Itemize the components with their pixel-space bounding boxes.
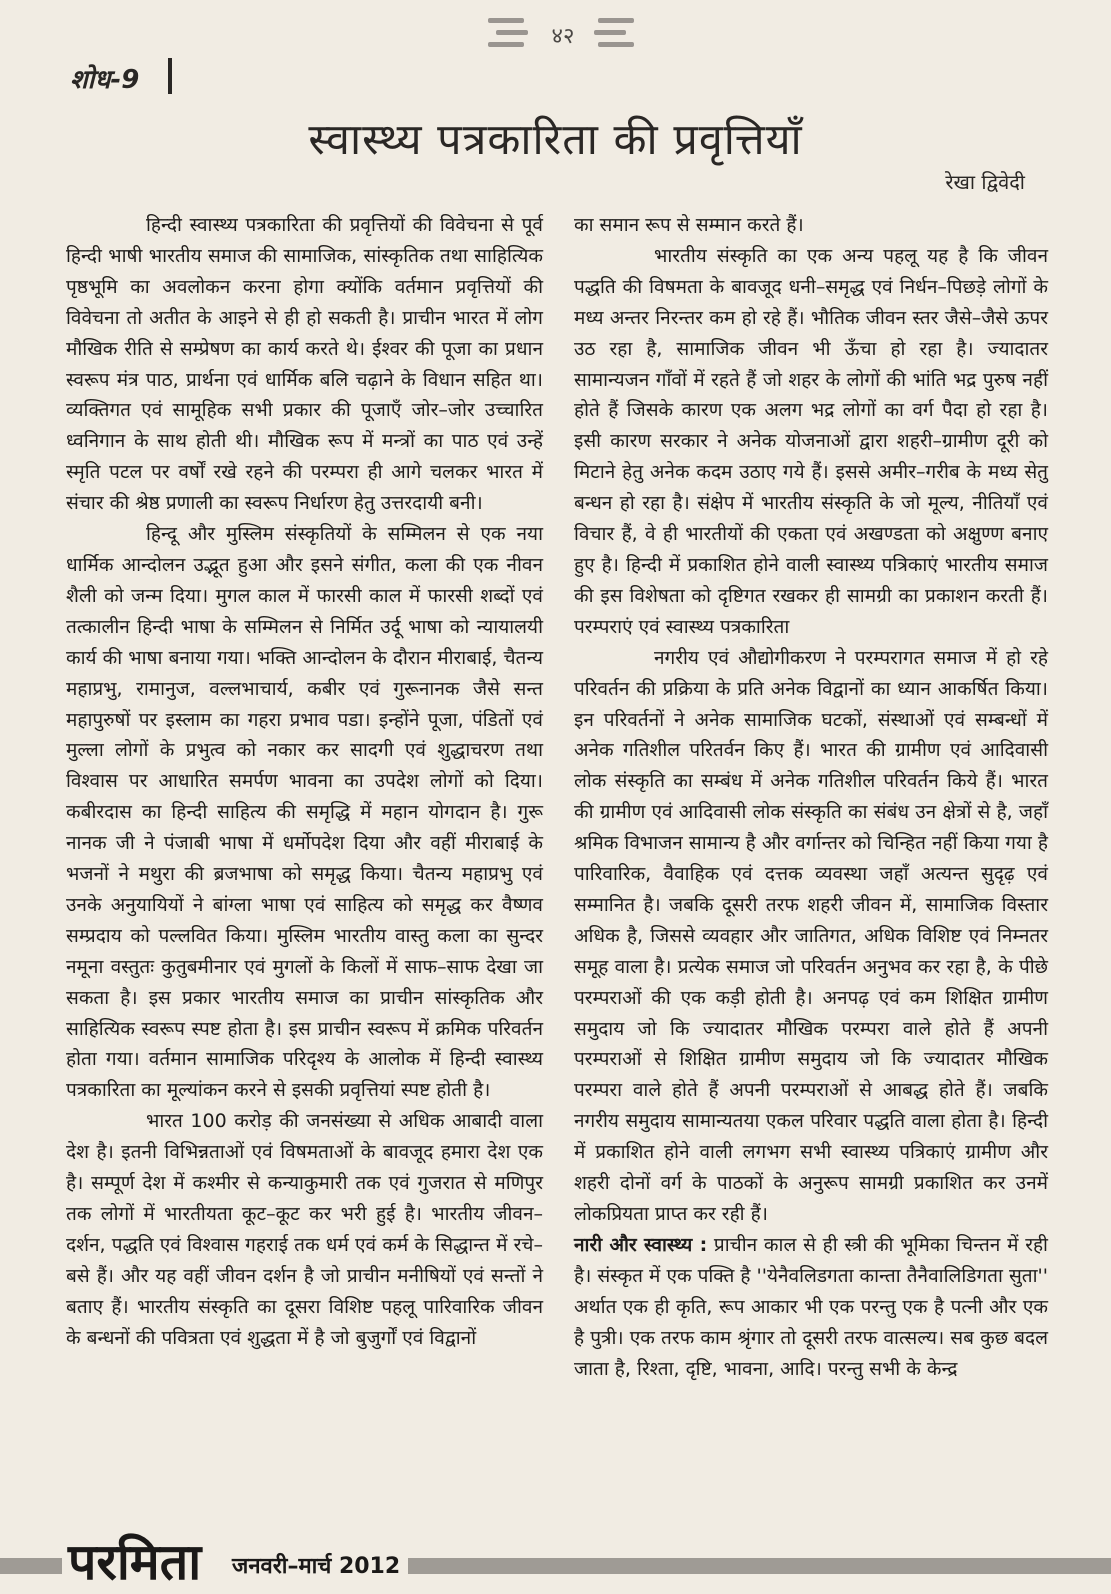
ornament-bar xyxy=(598,42,634,47)
paragraph: भारत 100 करोड़ की जनसंख्या से अधिक आबादी वाला देश है। इतनी विभिन्नताओं एवं विषमताओं के बावजूद हमारा देश एक है। सम्पूर्ण देश में कश्मीर से कन्याकुमारी तक एवं गुजरात से मणिपुर तक लोगों में भारतीयता कूट–कूट कर भरी हुई है। भारतीय जीवन–दर्शन, पद्धति एवं विश्वास गहराई तक धर्म एवं कर्म के सिद्धान्त में रचे–बसे हैं। और यह वहीं जीवन दर्शन है जो प्राचीन मनीषियों एवं सन्तों ने बताए हैं। भारतीय संस्कृति का दूसरा विशिष्ट पहलू पारिवारिक जीवन के बन्धनों की पवित्रता एवं शुद्धता में है जो बुजुर्गों एवं विद्वानों xyxy=(66,1110,543,1349)
left-column xyxy=(66,210,543,1354)
article-title: स्वास्थ्य पत्रकारिता की प्रवृत्तियाँ xyxy=(308,115,803,165)
paragraph: नगरीय एवं औद्योगीकरण ने परम्परागत समाज में हो रहे परिवर्तन की प्रक्रिया के प्रति अनेक विद्वानों का ध्यान आकर्षित किया। इन परिवर्तनों ने अनेक सामाजिक घटकों, संस्थाओं एवं सम्बन्धों में अनेक गतिशील परितर्वन किए हैं। भारत की ग्रामीण एवं आदिवासी लोक संस्कृति का सम्बंध में अनेक गतिशील परिवर्तन किये हैं। भारत की ग्रामीण एवं आदिवासी लोक संस्कृति का संबंध उन क्षेत्रों से है, जहाँ श्रमिक विभाजन सामान्य है और वर्गान्तर को चिन्हित नहीं किया गया है पारिवारिक, वैवाहिक एवं दत्तक व्यवस्था जहाँ अत्यन्त सुदृढ़ एवं सम्मानित है। जबकि दूसरी तरफ शहरी जीवन में, सामाजिक विस्तार अधिक है, जिससे व्यवहार और जातिगत, अधिक विशिष्ट एवं निम्नतर समूह वाला है। प्रत्येक समाज जो परिवर्तन अनुभव कर रहा है, के पीछे परम्पराओं की एक कड़ी होती है। अनपढ़ एवं कम शिक्षित ग्रामीण समुदाय जो कि ज्यादातर मौखिक परम्परा वाले होते हैं अपनी परम्पराओं से शिक्षित ग्रामीण समुदाय जो कि ज्यादातर मौखिक परम्परा वाले होते हैं अपनी परम्पराओं से आबद्ध होते हैं। जबकि नगरीय समुदाय सामान्यतया एकल परिवार पद्धति वाला होता है। हिन्दी में प्रकाशित होने वाली लगभग सभी स्वास्थ्य पत्रिकाएं ग्रामीण और शहरी दोनों वर्ग के पाठकों के अनुरूप सामग्री प्रकाशित कर उनमें लोकप्रियता प्राप्त कर रही हैं। xyxy=(574,646,1048,1225)
subsection-heading: परम्पराएं एवं स्वास्थ्य पत्रकारिता xyxy=(574,615,790,638)
footer-band xyxy=(408,1558,1111,1574)
paragraph: हिन्दू और मुस्लिम संस्कृतियों के सम्मिलन से एक नया धार्मिक आन्दोलन उद्भूत हुआ और इसने संगीत, कला की एक नीवन शैली को जन्म दिया। मुगल काल में फारसी काल में फारसी शब्दों एवं तत्कालीन हिन्दी भाषा के सम्मिलन से निर्मित उर्दू भाषा को न्यायालयी कार्य की भाषा बनाया गया। भक्ति आन्दोलन के दौरान मीराबाई, चैतन्य महाप्रभु, रामानुज, वल्लभाचार्य, कबीर एवं गुरूनानक जैसे सन्त महापुरुषों पर इस्लाम का गहरा प्रभाव पडा। इन्होंने पूजा, पंडितों एवं मुल्ला लोगों के प्रभुत्व को नकार कर सादगी एवं शुद्धाचरण तथा विश्वास पर आधारित समर्पण भावना का उपदेश लोगों को दिया। कबीरदास का हिन्दी साहित्य की समृद्धि में महान योगदान है। गुरू नानक जी ने पंजाबी भाषा में धर्मोपदेश दिया और वहीं मीराबाई के भजनों ने मथुरा की ब्रजभाषा को समृद्ध किया। चैतन्य महाप्रभु एवं उनके अनुयायियों ने बांग्ला भाषा एवं साहित्य को समृद्ध कर वैष्णव सम्प्रदाय को पल्लवित किया। मुस्लिम भारतीय वास्तु कला का सुन्दर नमूना वस्तुतः कुतुबमीनार एवं मुगलों के किलों में साफ–साफ देखा जा सकता है। इस प्रकार भारतीय समाज का प्राचीन सांस्कृतिक और साहित्यिक स्वरूप स्पष्ट होता है। इस प्राचीन स्वरूप में क्रमिक परिवर्तन होता गया। वर्तमान सामाजिक परिदृश्य के आलोक में हिन्दी स्वास्थ्य पत्रकारिता का मूल्यांकन करने से इसकी प्रवृत्तियां स्पष्ट होती है। xyxy=(66,523,543,1102)
paragraph xyxy=(574,1230,1048,1385)
paragraph: का समान रूप से सम्मान करते हैं। xyxy=(574,214,804,236)
page-number: ४२ xyxy=(551,24,575,49)
subsection-heading: नारी और स्वास्थ्य : xyxy=(574,1233,708,1256)
page-number-ornament xyxy=(488,12,638,56)
ornament-bar xyxy=(488,18,524,23)
section-tag-divider xyxy=(168,58,172,94)
ornament-bar xyxy=(488,42,524,47)
paragraph: हिन्दी स्वास्थ्य पत्रकारिता की प्रवृत्तियों की विवेचना से पूर्व हिन्दी भाषी भारतीय समाज की सामाजिक, सांस्कृतिक तथा साहित्यिक पृष्ठभूमि का अवलोकन करना होगा क्योंकि वर्तमान प्रवृत्तियों की विवेचना तो अतीत के आइने से ही हो सकती है। प्राचीन भारत में लोग मौखिक रीति से सम्प्रेषण का कार्य करते थे। ईश्वर की पूजा का प्रधान स्वरूप मंत्र पाठ, प्रार्थना एवं धार्मिक बलि चढ़ाने के विधान सहित था। व्यक्तिगत एवं सामूहिक सभी प्रकार की पूजाएँ जोर–जोर उच्चारित ध्वनिगान के साथ होती थी। मौखिक रूप में मन्त्रों का पाठ एवं उन्हें स्मृति पटल पर वर्षों रखे रहने की परम्परा ही आगे चलकर भारत में संचार की श्रेष्ठ प्रणाली का स्वरूप निर्धारण हेतु उत्तरदायी बनी। xyxy=(66,214,543,515)
right-column xyxy=(574,210,1048,1384)
paragraph xyxy=(574,241,1048,643)
ornament-bar xyxy=(594,30,626,35)
paragraph-text: भारतीय संस्कृति का एक अन्य पहलू यह है कि जीवन पद्धति की विषमता के बावजूद धनी–समृद्ध एवं निर्धन–पिछड़े लोगों के मध्य अन्तर निरन्तर कम हो रहे हैं। भौतिक जीवन स्तर जैसे–जैसे ऊपर उठ रहा है, सामाजिक जीवन भी ऊँचा हो रहा है। ज्यादातर सामान्यजन गाँवों में रहते हैं जो शहर के लोगों की भांति भद्र पुरुष नहीं होते हैं जिसके कारण एक अलग भद्र लोगों का वर्ग पैदा हो रहा है। इसी कारण सरकार ने अनेक योजनाओं द्वारा शहरी–ग्रामीण दूरी को मिटाने हेतु अनेक कदम उठाए गये हैं। इससे अमीर–गरीब के मध्य सेतु बन्धन हो रहा है। संक्षेप में भारतीय संस्कृति के जो मूल्य, नीतियाँ एवं विचार हैं, वे ही भारतीयों की एकता एवं अखण्डता को अक्षुण्ण बनाए हुए है। हिन्दी में प्रकाशित होने वाली स्वास्थ्य पत्रिकाएं भारतीय समाज की इस विशेषता को दृष्टिगत रखकर ही सामग्री का प्रकाशन करती हैं। xyxy=(574,244,1048,607)
footer-band xyxy=(0,1558,62,1574)
magazine-logo: परमिता xyxy=(68,1533,202,1591)
article-author: रेखा द्विवेदी xyxy=(945,170,1025,194)
paragraph-text: प्राचीन काल से ही स्त्री की भूमिका चिन्तन में रही है। संस्कृत में एक पक्ति है ''येनैवलिडगता कान्ता तैनैवालिडिगता सुता'' अर्थात एक ही कृति, रूप आकार भी एक परन्तु एक है पत्नी और एक है पुत्री। एक तरफ काम श्रृंगार तो दूसरी तरफ वात्सल्य। सब कुछ बदल जाता है, रिश्ता, दृष्टि, भावना, आदि। परन्तु सभी के केन्द्र xyxy=(574,1233,1048,1380)
issue-date: जनवरी–मार्च 2012 xyxy=(232,1554,401,1579)
ornament-bar xyxy=(598,18,634,23)
ornament-bar xyxy=(496,30,528,35)
section-tag: शोध-9 xyxy=(70,65,140,95)
